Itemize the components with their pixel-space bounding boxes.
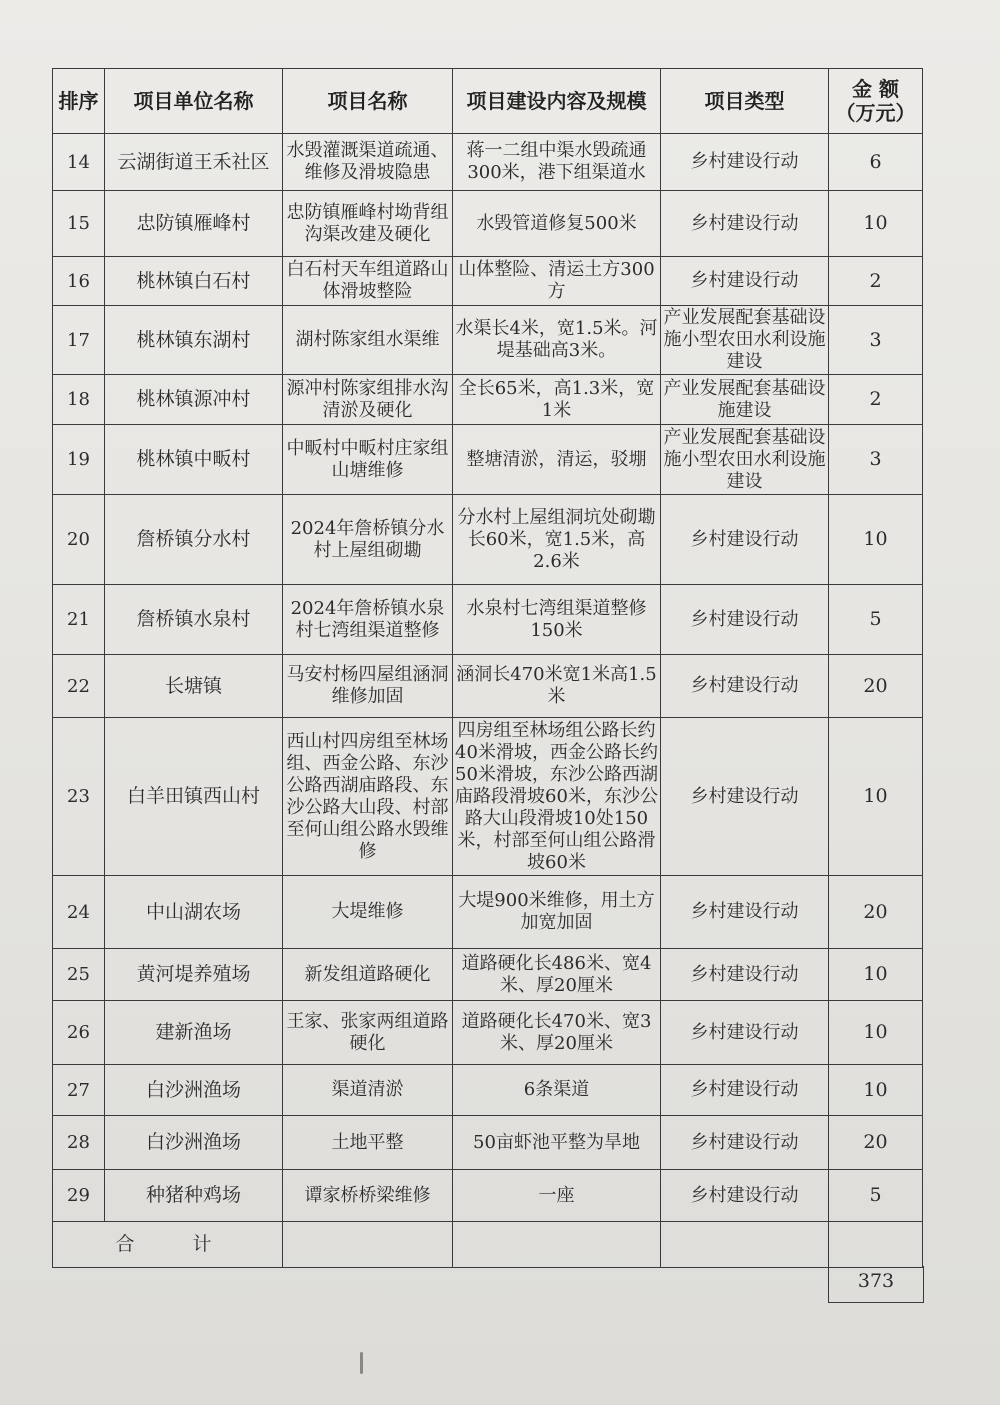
- cell-content: 一座: [453, 1170, 661, 1222]
- total-amount: 373: [828, 1266, 924, 1303]
- total-empty-cell: [283, 1222, 453, 1268]
- cell-unit: 忠防镇雁峰村: [105, 191, 283, 257]
- cell-type: 乡村建设行动: [661, 1170, 829, 1222]
- cell-type: 乡村建设行动: [661, 1065, 829, 1116]
- cell-content: 道路硬化长470米、宽3米、厚20厘米: [453, 1001, 661, 1065]
- total-empty-cell: [453, 1222, 661, 1268]
- cell-unit: 黄河堤养殖场: [105, 949, 283, 1001]
- total-label: 合 计: [53, 1222, 283, 1268]
- cell-amount: 2: [829, 257, 923, 306]
- cell-amount: 3: [829, 306, 923, 375]
- cell-seq: 19: [53, 425, 105, 495]
- cell-content: 涵洞长470米宽1米高1.5米: [453, 655, 661, 718]
- cell-project-name: 大堤维修: [283, 876, 453, 949]
- cell-seq: 29: [53, 1170, 105, 1222]
- cell-type: 乡村建设行动: [661, 876, 829, 949]
- cell-unit: 建新渔场: [105, 1001, 283, 1065]
- header-name: 项目名称: [283, 69, 453, 134]
- cell-unit: 桃林镇东湖村: [105, 306, 283, 375]
- cell-unit: 桃林镇源冲村: [105, 375, 283, 425]
- cell-amount: 5: [829, 585, 923, 655]
- cell-project-name: 西山村四房组至林场组、西金公路、东沙公路西湖庙路段、东沙公路大山段、村部至何山组公路水毁维修: [283, 718, 453, 876]
- total-empty-cell: [661, 1222, 829, 1268]
- cell-seq: 20: [53, 495, 105, 585]
- cell-project-name: 王家、张家两组道路硬化: [283, 1001, 453, 1065]
- cell-type: 乡村建设行动: [661, 1001, 829, 1065]
- cell-content: 道路硬化长486米、宽4米、厚20厘米: [453, 949, 661, 1001]
- cell-amount: 5: [829, 1170, 923, 1222]
- table-row: [53, 306, 923, 375]
- cell-content: 水渠长4米，宽1.5米。河堤基础高3米。: [453, 306, 661, 375]
- cell-unit: 白沙洲渔场: [105, 1065, 283, 1116]
- cell-type: 产业发展配套基础设施小型农田水利设施建设: [661, 425, 829, 495]
- cell-type: 乡村建设行动: [661, 134, 829, 191]
- cell-project-name: 2024年詹桥镇分水村上屋组砌墈: [283, 495, 453, 585]
- cell-content: 50亩虾池平整为旱地: [453, 1116, 661, 1170]
- cell-project-name: 白石村天车组道路山体滑坡整险: [283, 257, 453, 306]
- cell-amount: 10: [829, 1001, 923, 1065]
- total-empty-cell: [829, 1222, 923, 1268]
- cell-content: 全长65米，高1.3米，宽1米: [453, 375, 661, 425]
- header-amount: 金 额 （万元）: [829, 69, 923, 134]
- project-table-container: [52, 68, 922, 1268]
- cell-project-name: 2024年詹桥镇水泉村七湾组渠道整修: [283, 585, 453, 655]
- cell-project-name: 新发组道路硬化: [283, 949, 453, 1001]
- cell-amount: 20: [829, 655, 923, 718]
- cell-content: 大堤900米维修，用土方加宽加固: [453, 876, 661, 949]
- cell-unit: 云湖街道王禾社区: [105, 134, 283, 191]
- table-row: [53, 1170, 923, 1222]
- cell-type: 乡村建设行动: [661, 718, 829, 876]
- cell-amount: 20: [829, 876, 923, 949]
- cell-seq: 14: [53, 134, 105, 191]
- cell-seq: 27: [53, 1065, 105, 1116]
- total-row: [53, 1222, 923, 1268]
- cell-unit: 白羊田镇西山村: [105, 718, 283, 876]
- cell-amount: 10: [829, 718, 923, 876]
- cell-seq: 16: [53, 257, 105, 306]
- header-row: [53, 69, 923, 134]
- cell-content: 蒋一二组中渠水毁疏通300米，港下组渠道水: [453, 134, 661, 191]
- cell-type: 乡村建设行动: [661, 1116, 829, 1170]
- cell-seq: 28: [53, 1116, 105, 1170]
- cell-unit: 白沙洲渔场: [105, 1116, 283, 1170]
- cell-type: 乡村建设行动: [661, 949, 829, 1001]
- cell-seq: 18: [53, 375, 105, 425]
- cell-seq: 17: [53, 306, 105, 375]
- cell-amount: 10: [829, 495, 923, 585]
- cell-type: 乡村建设行动: [661, 585, 829, 655]
- cell-unit: 詹桥镇水泉村: [105, 585, 283, 655]
- cell-amount: 10: [829, 191, 923, 257]
- cell-amount: 2: [829, 375, 923, 425]
- cell-content: 分水村上屋组洞坑处砌墈长60米，宽1.5米，高2.6米: [453, 495, 661, 585]
- cell-unit: 桃林镇白石村: [105, 257, 283, 306]
- table-row: [53, 134, 923, 191]
- table-row: [53, 1065, 923, 1116]
- cell-type: 产业发展配套基础设施小型农田水利设施建设: [661, 306, 829, 375]
- cell-content: 山体整险、清运土方300方: [453, 257, 661, 306]
- cell-project-name: 谭家桥桥梁维修: [283, 1170, 453, 1222]
- table-row: [53, 375, 923, 425]
- table-row: [53, 191, 923, 257]
- cell-amount: 10: [829, 949, 923, 1001]
- table-row: [53, 495, 923, 585]
- table-row: [53, 1116, 923, 1170]
- cell-seq: 15: [53, 191, 105, 257]
- cell-amount: 6: [829, 134, 923, 191]
- table-row: [53, 718, 923, 876]
- cell-project-name: 马安村杨四屋组涵洞维修加固: [283, 655, 453, 718]
- cell-type: 产业发展配套基础设施建设: [661, 375, 829, 425]
- table-row: [53, 257, 923, 306]
- cell-amount: 10: [829, 1065, 923, 1116]
- table-row: [53, 1001, 923, 1065]
- table-row: [53, 876, 923, 949]
- cell-type: 乡村建设行动: [661, 257, 829, 306]
- cell-project-name: 水毁灌溉渠道疏通、维修及滑坡隐患: [283, 134, 453, 191]
- cell-content: 水泉村七湾组渠道整修150米: [453, 585, 661, 655]
- table-row: [53, 425, 923, 495]
- cell-unit: 长塘镇: [105, 655, 283, 718]
- header-unit: 项目单位名称: [105, 69, 283, 134]
- header-type: 项目类型: [661, 69, 829, 134]
- cell-content: 整塘清淤，清运，驳堋: [453, 425, 661, 495]
- cell-unit: 中山湖农场: [105, 876, 283, 949]
- cell-project-name: 渠道清淤: [283, 1065, 453, 1116]
- cell-project-name: 湖村陈家组水渠维: [283, 306, 453, 375]
- cell-content: 水毁管道修复500米: [453, 191, 661, 257]
- table-row: [53, 655, 923, 718]
- cell-project-name: 忠防镇雁峰村坳背组沟渠改建及硬化: [283, 191, 453, 257]
- cell-seq: 26: [53, 1001, 105, 1065]
- cell-project-name: 中畈村中畈村庄家组山塘维修: [283, 425, 453, 495]
- cell-seq: 22: [53, 655, 105, 718]
- header-content: 项目建设内容及规模: [453, 69, 661, 134]
- paper-mark: [360, 1352, 363, 1374]
- cell-amount: 20: [829, 1116, 923, 1170]
- table-row: [53, 949, 923, 1001]
- cell-unit: 种猪种鸡场: [105, 1170, 283, 1222]
- cell-seq: 25: [53, 949, 105, 1001]
- cell-amount: 3: [829, 425, 923, 495]
- cell-type: 乡村建设行动: [661, 191, 829, 257]
- cell-project-name: 土地平整: [283, 1116, 453, 1170]
- cell-content: 四房组至林场组公路长约40米滑坡，西金公路长约50米滑坡，东沙公路西湖庙路段滑坡60米，东沙公路大山段滑坡10处150米，村部至何山组公路滑坡60米: [453, 718, 661, 876]
- cell-seq: 24: [53, 876, 105, 949]
- header-seq: 排序: [53, 69, 105, 134]
- cell-type: 乡村建设行动: [661, 655, 829, 718]
- cell-unit: 詹桥镇分水村: [105, 495, 283, 585]
- cell-type: 乡村建设行动: [661, 495, 829, 585]
- cell-project-name: 源冲村陈家组排水沟清淤及硬化: [283, 375, 453, 425]
- cell-seq: 23: [53, 718, 105, 876]
- cell-seq: 21: [53, 585, 105, 655]
- table-row: [53, 585, 923, 655]
- cell-content: 6条渠道: [453, 1065, 661, 1116]
- project-table: [52, 68, 923, 1268]
- cell-unit: 桃林镇中畈村: [105, 425, 283, 495]
